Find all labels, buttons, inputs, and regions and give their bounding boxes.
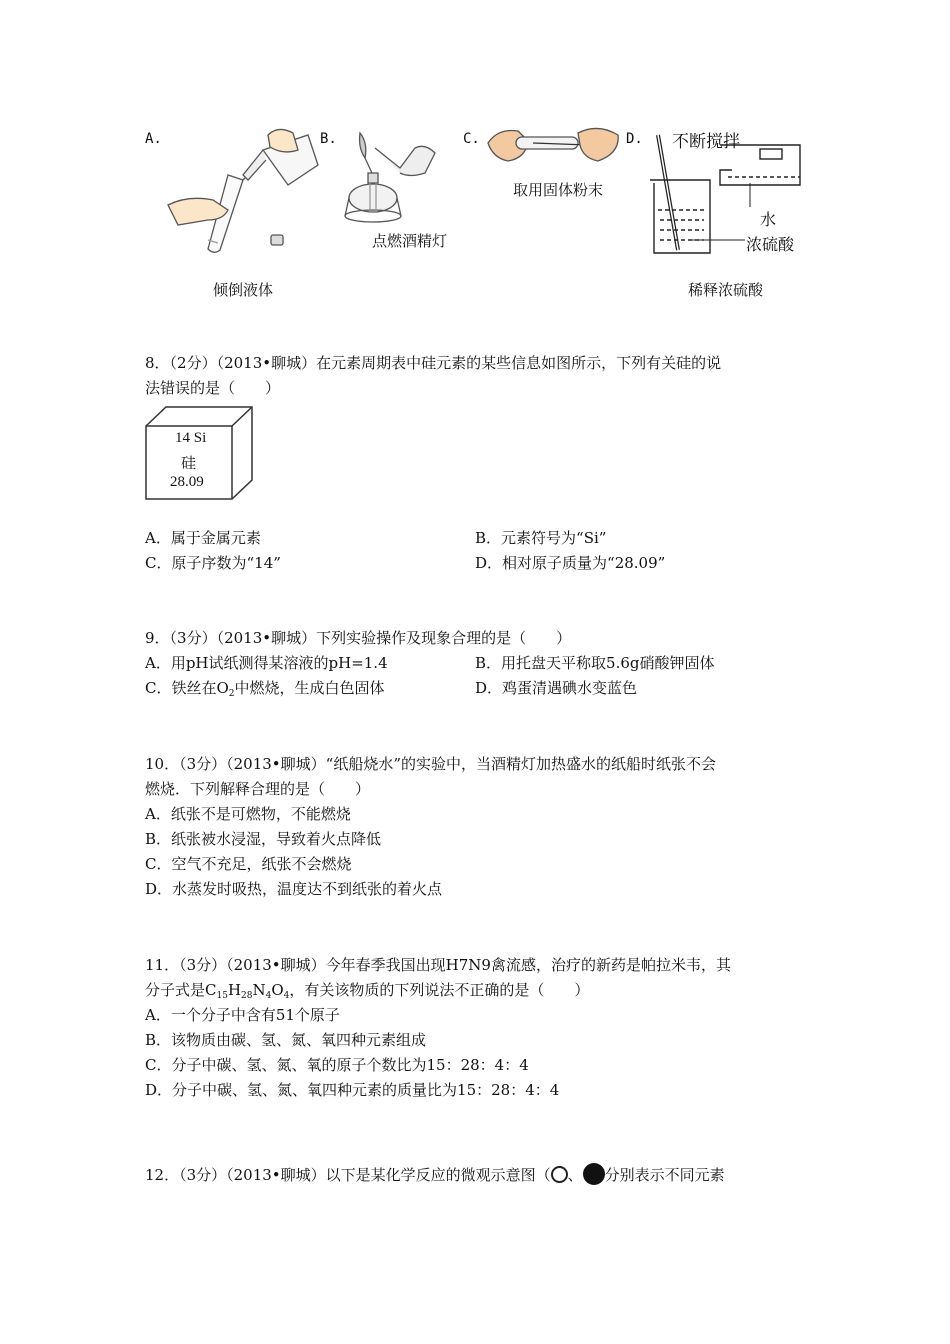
q11-formula-pre: 分子式是C	[145, 981, 217, 999]
q11-option-a: A．一个分子中含有51个原子	[145, 1006, 340, 1024]
q11-formula-sub-n: 4	[265, 991, 272, 1001]
q10-stem-line2: 燃烧．下列解释合理的是（ ）	[145, 780, 371, 798]
q11-stem-line1: 11．（3分）（2013•聊城）今年春季我国出现H7N9禽流感，治疗的新药是帕拉米韦，其	[145, 956, 731, 974]
q11-stem-line2	[145, 980, 589, 1006]
q9-option-b: B．用托盘天平称取5.6g硝酸钾固体	[475, 654, 715, 672]
option-a-letter: A.	[145, 131, 162, 147]
q11-option-d: D．分子中碳、氢、氮、氧四种元素的质量比为15：28：4：4	[145, 1081, 560, 1099]
option-b-letter: B.	[320, 131, 337, 147]
alcohol-lamp-illustration	[340, 128, 450, 228]
q8-option-d: D．相对原子质量为“28.09”	[475, 554, 666, 572]
q11-formula-o: O	[271, 981, 284, 999]
water-label: 水	[760, 210, 777, 229]
q8-stem-line2: 法错误的是（ ）	[145, 379, 281, 397]
q9-stem: 9．（3分）（2013•聊城）下列实验操作及现象合理的是（ ）	[145, 629, 572, 647]
tile-number-symbol: 14 Si	[175, 430, 207, 446]
q11-formula-sub-c: 15	[216, 991, 228, 1001]
q11-formula-h: H	[227, 981, 242, 999]
pouring-liquid-illustration	[168, 125, 318, 260]
q11-formula-post: ，有关该物质的下列说法不正确的是（ ）	[289, 981, 590, 999]
q10-option-d: D．水蒸发时吸热，温度达不到纸张的着火点	[145, 880, 443, 898]
q9-option-a: A．用pH试纸测得某溶液的pH=1.4	[145, 654, 388, 672]
option-d-letter: D.	[626, 131, 643, 147]
q9-option-c-post: 中燃烧，生成白色固体	[234, 679, 385, 697]
q9-option-d: D．鸡蛋清遇碘水变蓝色	[475, 679, 638, 697]
q9-option-c	[145, 678, 385, 704]
q9-option-c-pre: C．铁丝在O	[145, 679, 229, 697]
stir-label: 不断搅拌	[672, 132, 740, 152]
q11-option-c: C．分子中碳、氢、氮、氧的原子个数比为15：28：4：4	[145, 1056, 529, 1074]
acid-label: 浓硫酸	[746, 235, 795, 254]
q8-option-c: C．原子序数为“14”	[145, 554, 281, 572]
element-tile	[145, 406, 253, 500]
option-a-caption: 倾倒液体	[213, 281, 274, 299]
q12-stem-pre: 12．（3分）（2013•聊城）以下是某化学反应的微观示意图（	[145, 1166, 551, 1184]
white-atom-icon	[551, 1166, 568, 1183]
option-b-caption: 点燃酒精灯	[372, 232, 448, 250]
q11-option-b: B．该物质由碳、氢、氮、氧四种元素组成	[145, 1031, 427, 1049]
q11-formula-sub-h: 28	[241, 991, 253, 1001]
solid-powder-illustration	[488, 123, 623, 171]
q11-formula-n: N	[252, 981, 266, 999]
q9-option-c-sub: 2	[228, 689, 235, 699]
q10-option-c: C．空气不充足，纸张不会燃烧	[145, 855, 352, 873]
q8-option-a: A．属于金属元素	[145, 529, 261, 547]
black-atom-icon	[583, 1163, 605, 1185]
tile-name: 硅	[181, 454, 197, 472]
option-c-caption: 取用固体粉末	[513, 181, 604, 199]
q10-option-a: A．纸张不是可燃物，不能燃烧	[145, 805, 351, 823]
option-d-caption: 稀释浓硫酸	[688, 281, 764, 299]
q8-option-b: B．元素符号为“Si”	[475, 529, 607, 547]
option-c-letter: C.	[463, 131, 480, 147]
q11-formula-sub-o: 4	[283, 991, 290, 1001]
q12-stem-mid: 、	[567, 1166, 583, 1184]
tile-mass: 28.09	[170, 474, 204, 490]
q8-stem-line1: 8．（2分）（2013•聊城）在元素周期表中硅元素的某些信息如图所示，下列有关硅的说	[145, 354, 722, 372]
q12-stem-post: 分别表示不同元素	[604, 1166, 725, 1184]
q10-stem-line1: 10．（3分）（2013•聊城）“纸船烧水”的实验中，当酒精灯加热盛水的纸船时纸张不会	[145, 755, 716, 773]
q10-option-b: B．纸张被水浸湿，导致着火点降低	[145, 830, 382, 848]
q12-stem	[145, 1163, 725, 1185]
